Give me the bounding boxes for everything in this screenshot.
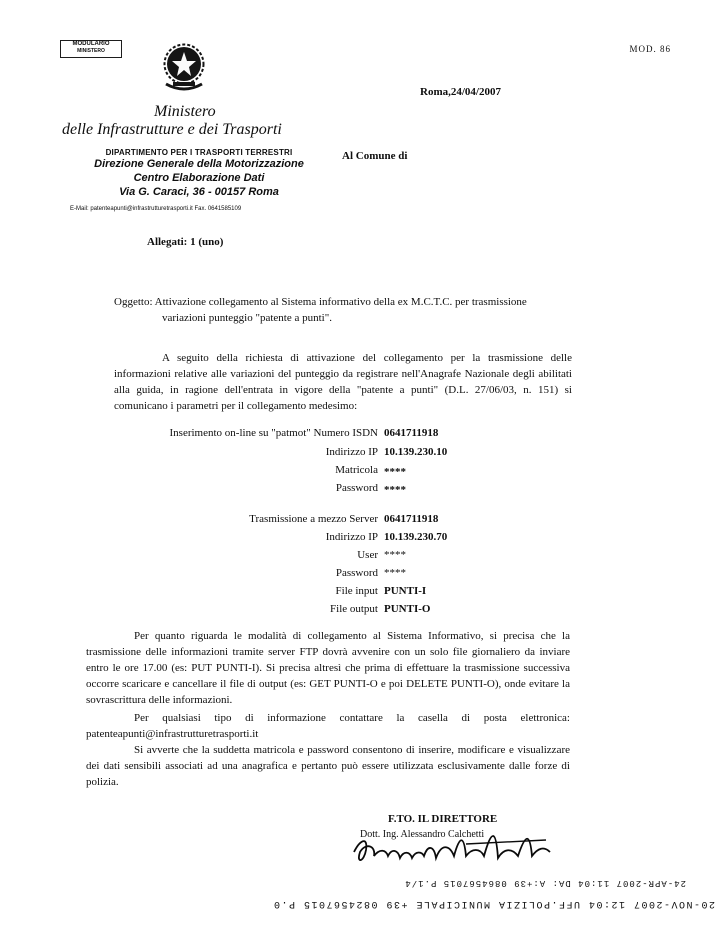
online-row-label: Password [335,482,378,494]
modulario-stamp [60,40,122,58]
online-isdn: 0641711918 [384,427,439,439]
direction-name: Direzione Generale della Motorizzazione [94,158,304,170]
server-isdn: 0641711918 [384,513,439,525]
online-row-label: Indirizzo IP [325,446,378,458]
intro-paragraph: A seguito della richiesta di attivazione del collegamento per la trasmissione delle informazioni relative alle variazioni del punteggio da registrare nell'Anagrafe Nazionale degli abilitati alla guida, in ragione dell'entrata in vigore della "patente a punti" (D.L. 27/06/03, n. 151) si comunicano i parametri per il collegamento medesimo: [114,352,572,412]
recipient: Al Comune di [342,150,408,162]
server-heading-row [0,510,378,528]
contact-paragraph: Per qualsiasi tipo di informazione contattare la casella di posta elettronica: patenteapunti@infrastrutturetrasporti.it [86,712,570,740]
ministry-line-1: Ministero [154,103,216,120]
fax-header-line-1: 24-APR-2007 11:04 DA: A:+39 0864567015 P.1/4 [404,878,686,888]
ministry-logotype [62,103,282,139]
server-heading: Trasmissione a mezzo Server [249,513,378,525]
modulario-sub: MINISTERO [77,48,105,54]
modulario-label: MODULARIO [72,41,110,47]
signature-title: F.TO. IL DIRETTORE [388,813,498,825]
handwritten-signature-icon [346,822,556,872]
subject [114,294,576,326]
server-row-label: User [357,549,378,561]
server-row-label: File output [330,603,378,615]
letter-date: Roma,24/04/2007 [420,86,501,98]
server-row-label: File input [335,585,378,597]
mod-code: MOD. 86 [629,44,671,54]
warning-paragraph: Si avverte che la suddetta matricola e password consentono di inserire, modificare e visualizzare dei dati sensibili associati ad una anagrafica e pertanto può essere utilizzata esclusivamente dalle forze di polizia. [86,744,570,788]
department-block [74,148,324,199]
fax-header-line-2: 20-NOV-2007 12:04 UFF.POLIZIA MUNICIPALE +39 0824567015 P.0 [272,898,715,909]
server-row-label: Password [335,567,378,579]
subject-line-2: variazioni punteggio "patente a punti". [162,312,332,324]
center-name: Centro Elaborazione Dati [133,172,265,184]
ministry-line-2: delle Infrastrutture e dei Trasporti [62,121,282,138]
online-row-label: Matricola [335,464,378,476]
attachments: Allegati: 1 (uno) [147,236,224,248]
email-fax-line: E-Mail: patenteapunti@infrastrutturetrasporti.it Fax. 0641585109 [70,206,242,212]
italian-emblem-icon [158,40,210,94]
department-name: DIPARTIMENTO PER I TRASPORTI TERRESTRI [105,148,293,157]
server-row-label: Indirizzo IP [325,531,378,543]
signatory-name: Dott. Ing. Alessandro Calchetti [360,829,485,840]
ftp-instructions-paragraph: Per quanto riguarda le modalità di collegamento al Sistema Informativo, si precisa che la trasmissione delle informazioni tramite server FTP dovrà avvenire con un solo file giornaliero da inviare entro le ore 17.00 (es: PUT PUNTI-I). Si precisa altresì che prima di effettuare la trasmissione successiva occorre scaricare e cancellare il file di output (es: GET PUNTI-O e poi DELETE PUNTI-O), onde evitare la sovrascrittura delle informazioni. [86,630,570,706]
subject-line-1: Oggetto: Attivazione collegamento al Sistema informativo della ex M.C.T.C. per trasmissione [114,296,527,308]
online-heading: Inserimento on-line su "patmot" Numero ISDN [169,427,378,439]
office-address: Via G. Caraci, 36 - 00157 Roma [119,186,279,198]
online-heading-row [0,424,378,442]
